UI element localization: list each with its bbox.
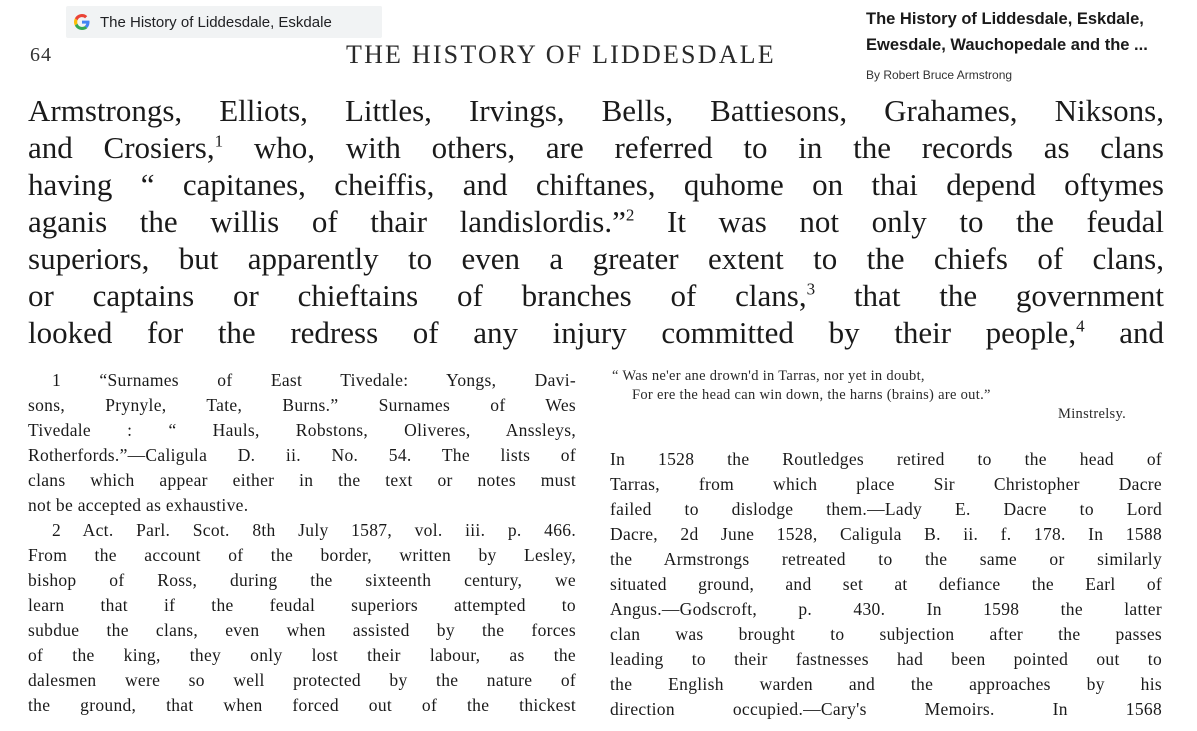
footnote-line: In 1528 the Routledges retired to the head of	[610, 449, 1162, 469]
footnote-line: the Armstrongs retreated to the same or similarly	[610, 549, 1162, 569]
main-line-5: superiors, but apparently to even a greater extent to the chiefs of clans,	[28, 241, 1164, 276]
footnote-ref-4: 4	[1076, 316, 1085, 336]
footnote-ref-2: 2	[625, 205, 635, 225]
verse-line-1: “ Was ne'er ane drown'd in Tarras, nor yet in doubt,	[612, 368, 925, 384]
book-title-line-2[interactable]: Ewesdale, Wauchopedale and the ...	[866, 36, 1148, 54]
main-line-4	[28, 203, 1164, 241]
main-line-2b: who, with others, are referred to in the records as clans	[223, 130, 1164, 165]
footnote-line: the ground, that when forced out of the thickest	[28, 695, 576, 715]
footnote-line: sons, Prynyle, Tate, Burns.” Surnames of Wes	[28, 395, 576, 415]
verse-source: Minstrelsy.	[1058, 406, 1127, 422]
footnote-line: 1 “Surnames of East Tivedale: Yongs, Davi-	[52, 370, 576, 390]
main-line-3: having “ capitanes, cheiffis, and chiftanes, quhome on thai depend oftymes	[28, 167, 1164, 202]
footnote-line: failed to dislodge them.—Lady E. Dacre to Lord	[610, 499, 1162, 519]
footnote-line: situated ground, and set at defiance the Earl of	[610, 574, 1162, 594]
main-line-6b: that the government	[815, 278, 1164, 313]
footnote-line: Tarras, from which place Sir Christopher Dacre	[610, 474, 1162, 494]
footnote-line: Dacre, 2d June 1528, Caligula B. ii. f. 178. In 1588	[610, 524, 1162, 544]
footnote-line: the English warden and the approaches by his	[610, 674, 1162, 694]
book-author: By Robert Bruce Armstrong	[866, 68, 1013, 82]
footnote-ref-1: 1	[214, 131, 224, 151]
page-number: 64	[30, 44, 52, 66]
footnote-line: bishop of Ross, during the sixteenth century, we	[28, 570, 576, 590]
main-line-4a: aganis the willis of thair landislordis.”	[28, 204, 626, 239]
footnote-line: Rotherfords.”—Caligula D. ii. No. 54. The lists of	[28, 445, 576, 465]
footnote-line: From the account of the border, written by Lesley,	[28, 545, 576, 565]
main-line-6a: or captains or chieftains of branches of clans,	[28, 278, 807, 313]
book-title-line-1[interactable]: The History of Liddesdale, Eskdale,	[866, 10, 1144, 28]
footnote-line: dalesmen were so well protected by the nature of	[28, 670, 576, 690]
footnote-line: direction occupied.—Cary's Memoirs. In 1568	[610, 699, 1162, 719]
verse-line-2: For ere the head can win down, the harns (brains) are out.”	[632, 387, 991, 403]
main-line-7a: looked for the redress of any injury committed by their people,	[28, 315, 1077, 350]
footnote-line: of the king, they only lost their labour, as the	[28, 645, 576, 665]
footnote-line: leading to their fastnesses had been pointed out to	[610, 649, 1162, 669]
footnote-ref-3: 3	[806, 279, 816, 299]
tab-title: The History of Liddesdale, Eskdale	[100, 13, 332, 31]
search-tab[interactable]	[66, 6, 382, 38]
footnote-line: Angus.—Godscroft, p. 430. In 1598 the latter	[610, 599, 1162, 619]
tab-fade	[342, 6, 382, 38]
main-line-4b: It was not only to the feudal	[634, 204, 1164, 239]
main-line-2a: and Crosiers,	[28, 130, 215, 165]
footnote-line: learn that if the feudal superiors attempted to	[28, 595, 576, 615]
footnote-line: clans which appear either in the text or notes must	[28, 470, 576, 490]
footnote-line: subdue the clans, even when assisted by the forces	[28, 620, 576, 640]
book-info	[866, 6, 1196, 82]
main-line-7	[28, 314, 1164, 352]
footnote-line: not be accepted as exhaustive.	[28, 495, 249, 515]
footnote-line: Tivedale : “ Hauls, Robstons, Oliveres, Anssleys,	[28, 420, 576, 440]
footnote-line: clan was brought to subjection after the passes	[610, 624, 1162, 644]
google-g-icon	[74, 14, 90, 30]
main-line-7b: and	[1084, 315, 1165, 350]
main-line-6	[28, 277, 1164, 315]
running-head: THE HISTORY OF LIDDESDALE	[346, 40, 776, 69]
main-line-2	[28, 129, 1164, 167]
footnote-line: 2 Act. Parl. Scot. 8th July 1587, vol. iii. p. 466.	[52, 520, 576, 540]
main-line-1: Armstrongs, Elliots, Littles, Irvings, Bells, Battiesons, Grahames, Niksons,	[28, 93, 1164, 128]
